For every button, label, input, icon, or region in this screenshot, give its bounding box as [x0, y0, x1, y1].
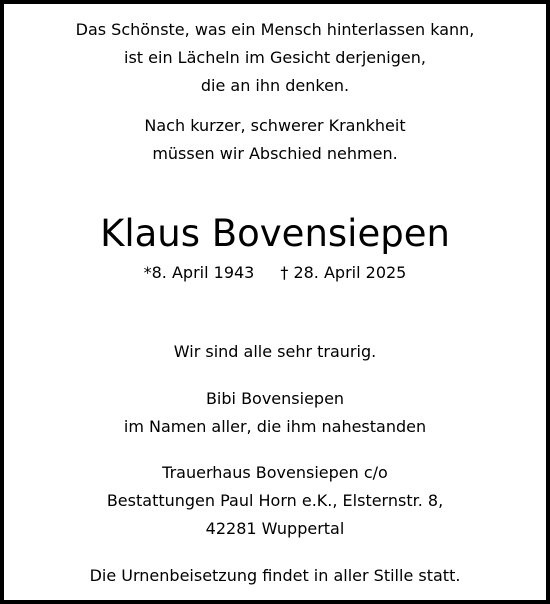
- quote-line: die an ihn denken.: [200, 76, 350, 95]
- farewell-line: müssen wir Abschied nehmen.: [152, 144, 398, 163]
- signature-line: Bibi Bovensiepen: [205, 389, 345, 408]
- address-line: 42281 Wuppertal: [205, 519, 345, 538]
- memorial-quote: [4, 16, 546, 100]
- ceremony-note: Die Urnenbeisetzung findet in aller Stille statt.: [89, 566, 461, 585]
- address-line: Bestattungen Paul Horn e.K., Elsternstr. 8,: [106, 491, 444, 510]
- funeral-home-address: [4, 459, 546, 543]
- mourning-statement: Wir sind alle sehr traurig.: [173, 342, 377, 361]
- quote-line: ist ein Lächeln im Gesicht derjenigen,: [124, 48, 426, 67]
- quote-line: Das Schönste, was ein Mensch hinterlassen kann,: [75, 20, 475, 39]
- death-date: † 28. April 2025: [280, 263, 407, 282]
- address-line: Trauerhaus Bovensiepen c/o: [162, 463, 388, 482]
- farewell-text: [4, 112, 546, 168]
- birth-date: *8. April 1943: [143, 263, 255, 282]
- life-dates: [4, 259, 546, 287]
- signature-block: [4, 385, 546, 441]
- deceased-name: Klaus Bovensiepen: [100, 212, 450, 255]
- farewell-line: Nach kurzer, schwerer Krankheit: [144, 116, 406, 135]
- signature-line: im Namen aller, die ihm nahestanden: [123, 417, 427, 436]
